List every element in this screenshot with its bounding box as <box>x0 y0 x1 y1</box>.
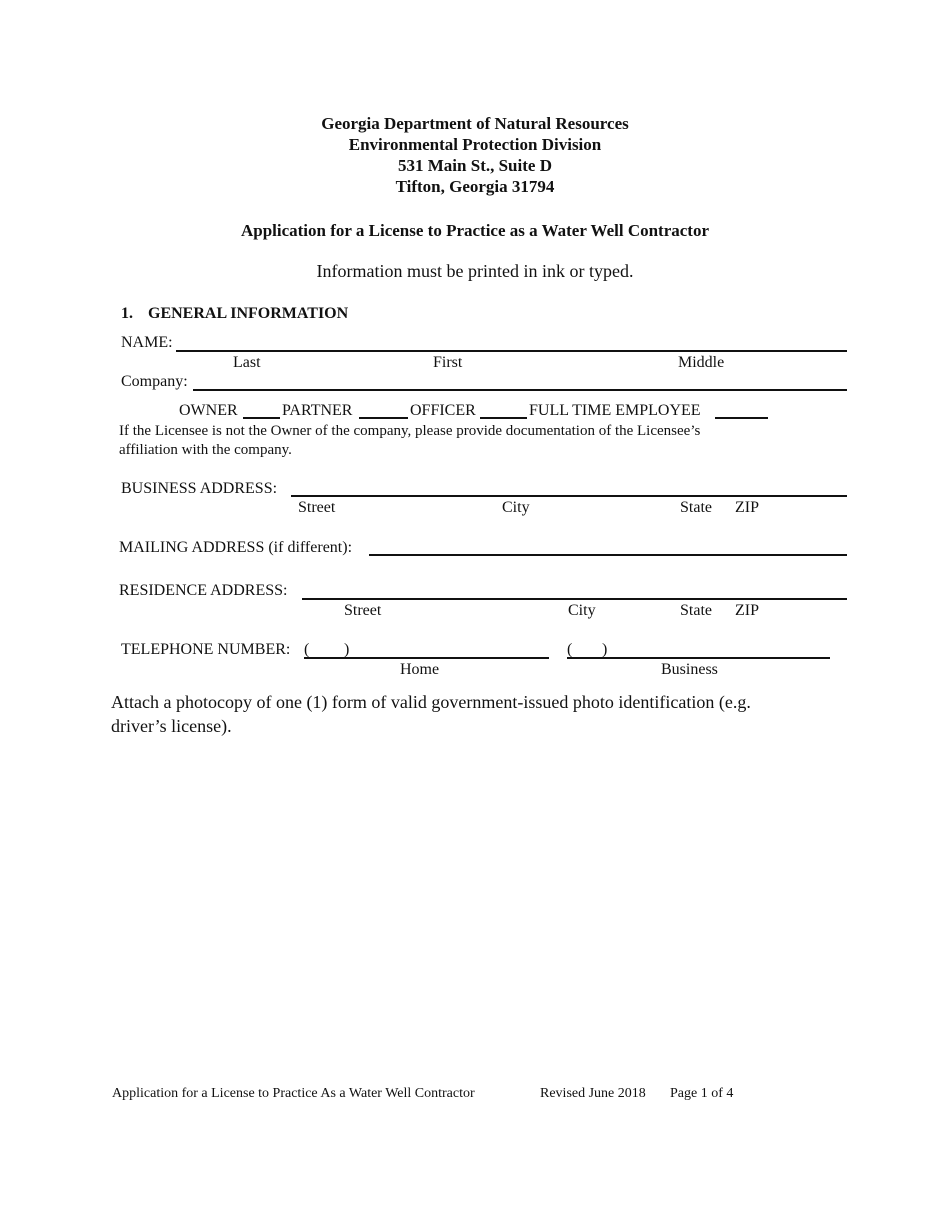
role-partner-label: PARTNER <box>282 402 353 419</box>
role-owner-label: OWNER <box>179 402 238 419</box>
business-street-caption: Street <box>298 499 336 516</box>
role-fulltime-blank[interactable] <box>715 417 768 419</box>
residence-city-caption: City <box>568 602 596 619</box>
business-city-caption: City <box>502 499 530 516</box>
photo-id-note-line2: driver’s license). <box>111 716 232 736</box>
residence-state-caption: State <box>680 602 712 619</box>
role-fulltime-label: FULL TIME EMPLOYEE <box>529 402 701 419</box>
phone-home-caption: Home <box>400 661 440 678</box>
business-area-close: ) <box>602 641 608 658</box>
business-state-caption: State <box>680 499 712 516</box>
business-address-label: BUSINESS ADDRESS: <box>121 480 278 497</box>
role-partner-blank[interactable] <box>359 417 408 419</box>
name-field[interactable] <box>176 350 847 352</box>
business-address-field[interactable] <box>291 495 847 497</box>
company-field[interactable] <box>193 389 847 391</box>
home-area-open: ( <box>304 641 310 658</box>
name-last-caption: Last <box>233 354 261 371</box>
name-label: NAME: <box>121 334 173 351</box>
agency-name: Georgia Department of Natural Resources <box>321 114 629 133</box>
mailing-address-label: MAILING ADDRESS (if different): <box>119 539 353 556</box>
form-title: Application for a License to Practice as a Water Well Contractor <box>240 221 710 240</box>
name-first-caption: First <box>433 354 463 371</box>
name-middle-caption: Middle <box>678 354 725 371</box>
section-number: 1. <box>121 305 133 322</box>
licensee-note-line2: affiliation with the company. <box>119 442 292 458</box>
licensee-note-line1: If the Licensee is not the Owner of the company, please provide documentation of the Licensee’s <box>119 423 701 439</box>
division-name: Environmental Protection Division <box>348 135 602 154</box>
office-street: 531 Main St., Suite D <box>398 156 552 175</box>
mailing-address-field[interactable] <box>369 554 847 556</box>
business-phone-field[interactable] <box>567 657 830 659</box>
section-heading: GENERAL INFORMATION <box>148 305 349 322</box>
footer-revised: Revised June 2018 <box>540 1086 646 1101</box>
residence-address-field[interactable] <box>302 598 847 600</box>
business-zip-caption: ZIP <box>735 499 759 516</box>
residence-address-label: RESIDENCE ADDRESS: <box>119 582 288 599</box>
role-officer-label: OFFICER <box>410 402 476 419</box>
home-phone-field[interactable] <box>304 657 549 659</box>
photo-id-note-line1: Attach a photocopy of one (1) form of valid government-issued photo identification (e.g. <box>111 692 751 712</box>
role-owner-blank[interactable] <box>243 417 280 419</box>
role-officer-blank[interactable] <box>480 417 527 419</box>
telephone-label: TELEPHONE NUMBER: <box>121 641 291 658</box>
footer-title: Application for a License to Practice As a Water Well Contractor <box>112 1086 475 1101</box>
business-area-open: ( <box>567 641 573 658</box>
residence-zip-caption: ZIP <box>735 602 759 619</box>
office-city: Tifton, Georgia 31794 <box>395 177 555 196</box>
residence-street-caption: Street <box>344 602 382 619</box>
ink-instruction: Information must be printed in ink or typed. <box>316 261 634 281</box>
home-area-close: ) <box>344 641 350 658</box>
company-label: Company: <box>121 373 188 390</box>
phone-business-caption: Business <box>661 661 718 678</box>
footer-page-number: Page 1 of 4 <box>670 1086 734 1101</box>
